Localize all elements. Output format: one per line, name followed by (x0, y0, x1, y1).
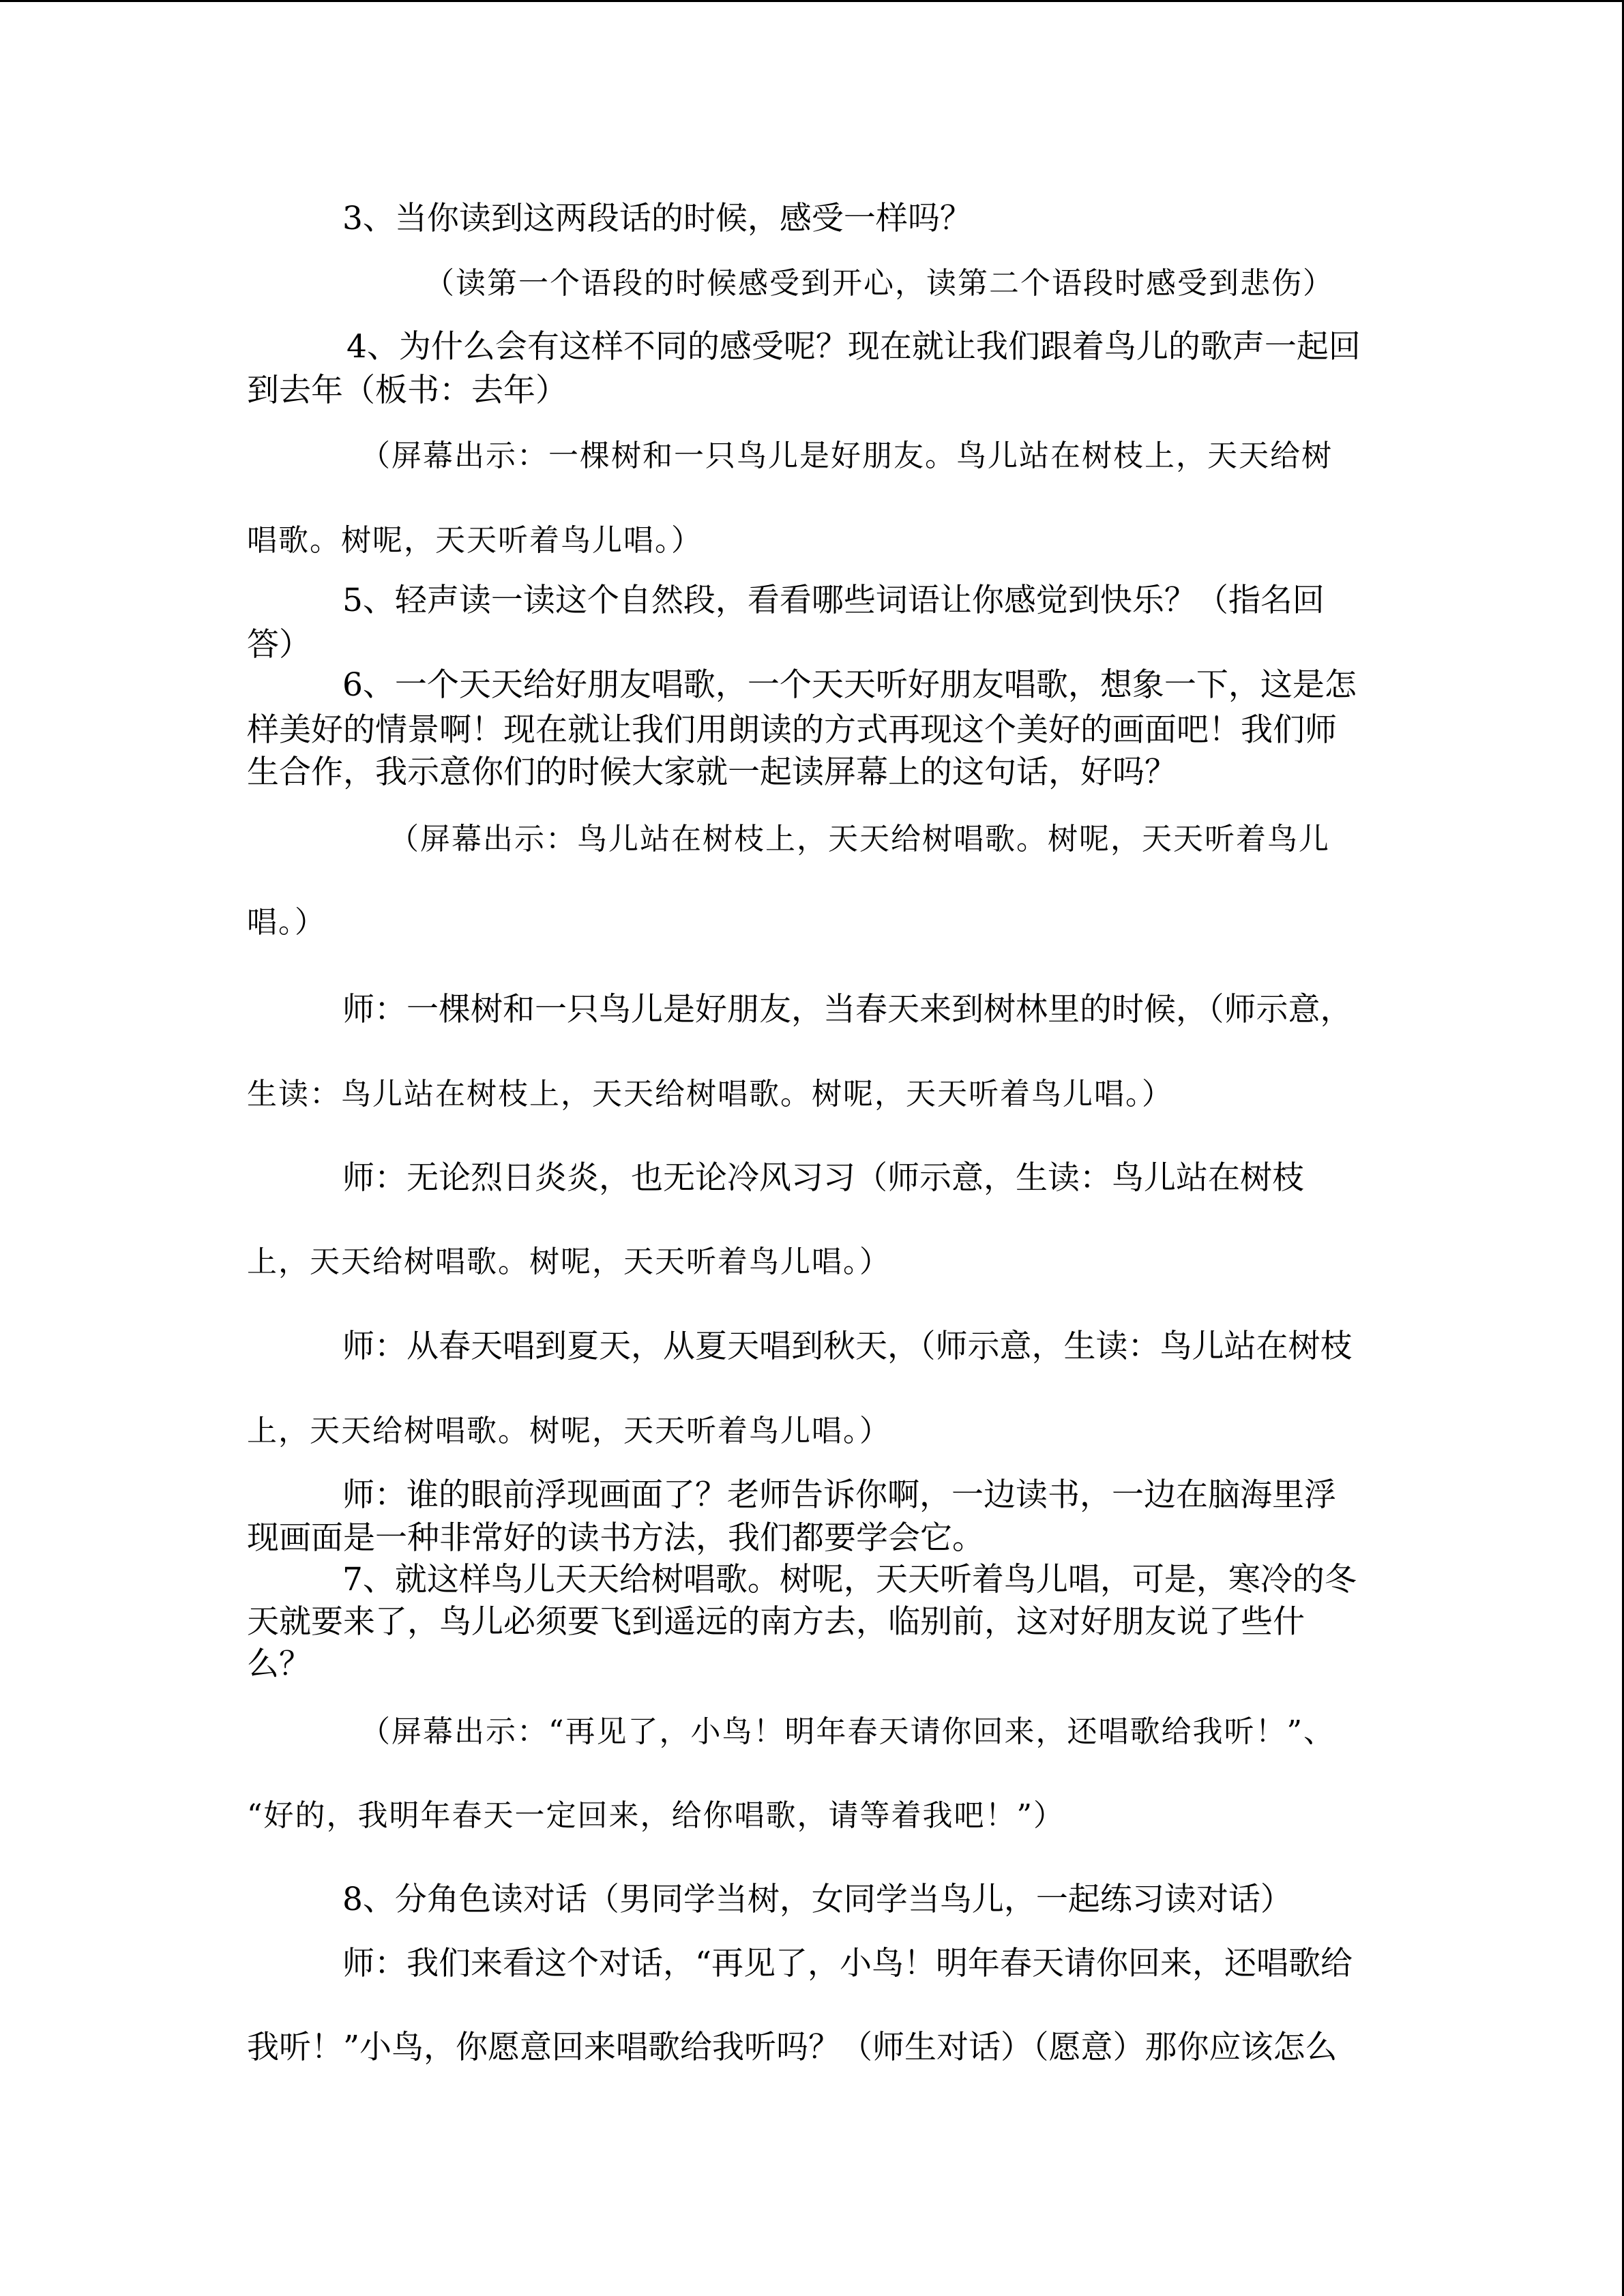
text-line-17: 上，天天给树唱歌。树呢，天天听着鸟儿唱。） (247, 1244, 891, 1279)
text-line-15: 生读：鸟儿站在树枝上，天天给树唱歌。树呢，天天听着鸟儿唱。） (247, 1077, 1173, 1112)
text-line-2: （读第一个语段的时候感受到开心，读第二个语段时感受到悲伤） (424, 266, 1334, 301)
text-line-29: 我听！”小鸟，你愿意回来唱歌给我听吗？（师生对话）（愿意）那你应该怎么 (247, 2029, 1338, 2066)
text-line-5: （屏幕出示：一棵树和一只鸟儿是好朋友。鸟儿站在树枝上，天天给树 (360, 438, 1333, 473)
text-line-9: 6、一个天天给好朋友唱歌，一个天天听好朋友唱歌，想象一下，这是怎 (342, 666, 1357, 704)
text-line-21: 现画面是一种非常好的读书方法，我们都要学会它。 (247, 1519, 984, 1557)
text-line-8: 答） (247, 626, 311, 664)
text-line-12: （屏幕出示：鸟儿站在树枝上，天天给树唱歌。树呢，天天听着鸟儿 (389, 822, 1330, 856)
text-line-4: 到去年（板书：去年） (247, 372, 567, 409)
text-line-7: 5、轻声读一读这个自然段，看看哪些词语让你感觉到快乐？（指名回 (342, 582, 1325, 619)
text-line-27: 8、分角色读对话（男同学当树，女同学当鸟儿，一起练习读对话） (342, 1881, 1293, 1918)
text-line-24: 么？ (247, 1645, 311, 1683)
text-line-13: 唱。） (247, 905, 326, 940)
text-line-26: “好的，我明年春天一定回来，给你唱歌，请等着我吧！”） (247, 1798, 1065, 1833)
text-line-1: 3、当你读到这两段话的时候，感受一样吗？ (342, 200, 972, 237)
text-line-14: 师：一棵树和一只鸟儿是好朋友，当春天来到树林里的时候，（师示意， (342, 991, 1353, 1028)
text-line-25: （屏幕出示：“再见了，小鸟！明年春天请你回来，还唱歌给我听！”、 (360, 1714, 1335, 1749)
text-line-22: 7、就这样鸟儿天天给树唱歌。树呢，天天听着鸟儿唱，可是，寒冷的冬 (342, 1561, 1357, 1598)
text-line-16: 师：无论烈日炎炎，也无论冷风习习（师示意，生读：鸟儿站在树枝 (342, 1159, 1304, 1197)
text-line-23: 天就要来了，鸟儿必须要飞到遥远的南方去，临别前，这对好朋友说了些什 (247, 1603, 1305, 1641)
text-line-28: 师：我们来看这个对话，“再见了，小鸟！明年春天请你回来，还唱歌给 (342, 1945, 1353, 1982)
text-line-20: 师：谁的眼前浮现画面了？老师告诉你啊，一边读书，一边在脑海里浮 (342, 1476, 1336, 1514)
text-line-10: 样美好的情景啊！现在就让我们用朗读的方式再现这个美好的画面吧！我们师 (247, 711, 1337, 749)
text-line-6: 唱歌。树呢，天天听着鸟儿唱。） (247, 523, 703, 558)
text-line-18: 师：从春天唱到夏天，从夏天唱到秋天，（师示意，生读：鸟儿站在树枝 (342, 1328, 1353, 1365)
text-line-19: 上，天天给树唱歌。树呢，天天听着鸟儿唱。） (247, 1414, 891, 1448)
text-line-3: 4、为什么会有这样不同的感受呢？现在就让我们跟着鸟儿的歌声一起回 (346, 328, 1361, 366)
text-line-11: 生合作，我示意你们的时候大家就一起读屏幕上的这句话，好吗？ (247, 754, 1177, 791)
